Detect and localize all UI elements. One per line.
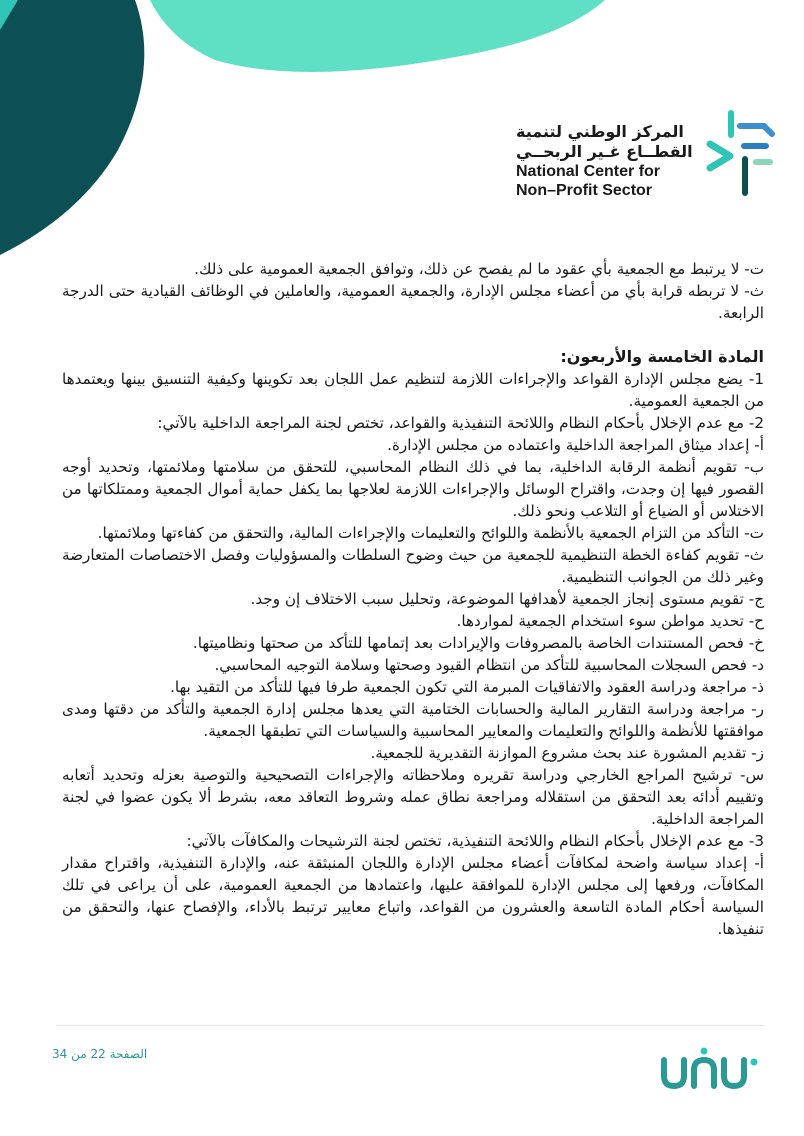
- article-sub-item: خ- فحص المستندات الخاصة بالمصروفات والإيرادات بعد إتمامها للتأكد من صحتها ونظاميتها.: [192, 634, 764, 652]
- article-sub-item: أ- إعداد سياسة واضحة لمكافآت أعضاء مجلس الإدارة واللجان المنبثقة عنه، والإدارة التنفيذية، واقتراح مقدار المكافآت، ورفعها إلى مجلس الإدارة للموافقة عليها، واعتمادها من الجمعية العمومية، على أن يراعى في تلك السياسة أحكام المادة التاسعة والعشرون من القواعد، واتباع معايير ترتبط بالأداء، والإفصاح عنها، والتحقق من تنفيذها.: [62, 854, 764, 938]
- logo-arabic-line1: المركز الوطني لتنمية: [516, 122, 684, 141]
- article-sub-item: ذ- مراجعة ودراسة العقود والاتفاقيات المبرمة التي تكون الجمعية طرفا فيها للتأكد من التقيد بها.: [170, 678, 764, 696]
- article-sub-item: ز- تقديم المشورة عند بحث مشروع الموازنة التقديرية للجمعية.: [370, 744, 764, 762]
- article-sub-item: أ- إعداد ميثاق المراجعة الداخلية واعتماده من مجلس الإدارة.: [387, 436, 764, 454]
- article-item: 1- يضع مجلس الإدارة القواعد والإجراءات اللازمة لتنظيم عمل اللجان بعد تكوينها وكيفية التنسيق بينها ويعتمدها من الجمعية العمومية.: [62, 370, 764, 410]
- article-sub-item: س- ترشيح المراجع الخارجي ودراسة تقريره وملاحظاته والإجراءات التصحيحية والتوصية بعزله وتحديد أتعابه وتقييم أدائه بعد التحقق من استقلاله ومراجعة نطاق عمله وشروط التعاقد معه، بشرط ألا يكون عضوا في لجنة المراجعة الداخلية.: [62, 766, 764, 828]
- logo-english-line1: National Center for: [516, 163, 661, 180]
- mint-wave-shape: [150, 0, 605, 72]
- article-title: المادة الخامسة والأربعون:: [560, 347, 764, 366]
- document-body: [62, 258, 764, 940]
- intro-item: ث- لا تربطه قرابة بأي من أعضاء مجلس الإدارة، والجمعية العمومية، والعاملين في الوظائف القيادية حتى الدرجة الرابعة.: [62, 282, 764, 322]
- ncnp-logo: [516, 100, 776, 210]
- page-number: الصفحة 22 من 34: [52, 1047, 148, 1061]
- article-sub-item: ح- تحديد مواطن سوء استخدام الجمعية لمواردها.: [456, 612, 764, 630]
- article-sub-item: ج- تقويم مستوى إنجاز الجمعية لأهدافها الموضوعة، وتحليل سبب الاختلاف إن وجد.: [250, 590, 764, 608]
- intro-item: ت- لا يرتبط مع الجمعية بأي عقود ما لم يفصح عن ذلك، وتوافق الجمعية العمومية على ذلك.: [194, 260, 764, 278]
- footer-divider: [56, 1025, 764, 1026]
- logo-english-line2: Non–Profit Sector: [516, 182, 653, 199]
- article-item: 3- مع عدم الإخلال بأحكام النظام واللائحة التنفيذية، تختص لجنة الترشيحات والمكافآت بالآتي:: [186, 832, 764, 850]
- article-sub-item: ت- التأكد من التزام الجمعية بالأنظمة واللوائح والتعليمات والإجراءات المالية، والتحقق من كفاءتها وملائمتها.: [97, 524, 764, 542]
- article-item: 2- مع عدم الإخلال بأحكام النظام واللائحة التنفيذية والقواعد، تختص لجنة المراجعة الداخلية بالآتي:: [157, 414, 764, 432]
- article-sub-item: ث- تقويم كفاءة الخطة التنظيمية للجمعية من حيث وضوح السلطات والمسؤوليات وفصل الاختصاصات المتعارضة وغير ذلك من الجوانب التنظيمية.: [62, 546, 764, 586]
- logo-arabic-line2: القطــاع غـير الربحــي: [516, 142, 693, 161]
- article-sub-item: د- فحص السجلات المحاسبية للتأكد من انتظام القيود وصحتها وسلامة التوجيه المحاسبي.: [214, 656, 764, 674]
- ncnp-logo-mark-icon: [706, 104, 776, 204]
- brand-logo-icon: [660, 1046, 760, 1090]
- article-sub-item: ب- تقويم أنظمة الرقابة الداخلية، بما في ذلك النظام المحاسبي، للتحقق من سلامتها وملائمتها، وتحديد أوجه القصور فيها إن وجدت، واقتراح الوسائل والإجراءات اللازمة لعلاجها بما يكفل حماية أموال الجمعية وممتلكاتها من الاختلاس أو الضياع أو التلاعب ونحو ذلك.: [62, 458, 764, 520]
- dark-teal-shape: [0, 0, 144, 255]
- article-sub-item: ر- مراجعة ودراسة التقارير المالية والحسابات الختامية التي يعدها مجلس إدارة الجمعية والتأكد من دقتها ومدى موافقتها للأنظمة واللوائح والتعليمات والمعايير المحاسبية والسياسات التي تطبقها الجمعية.: [62, 700, 764, 740]
